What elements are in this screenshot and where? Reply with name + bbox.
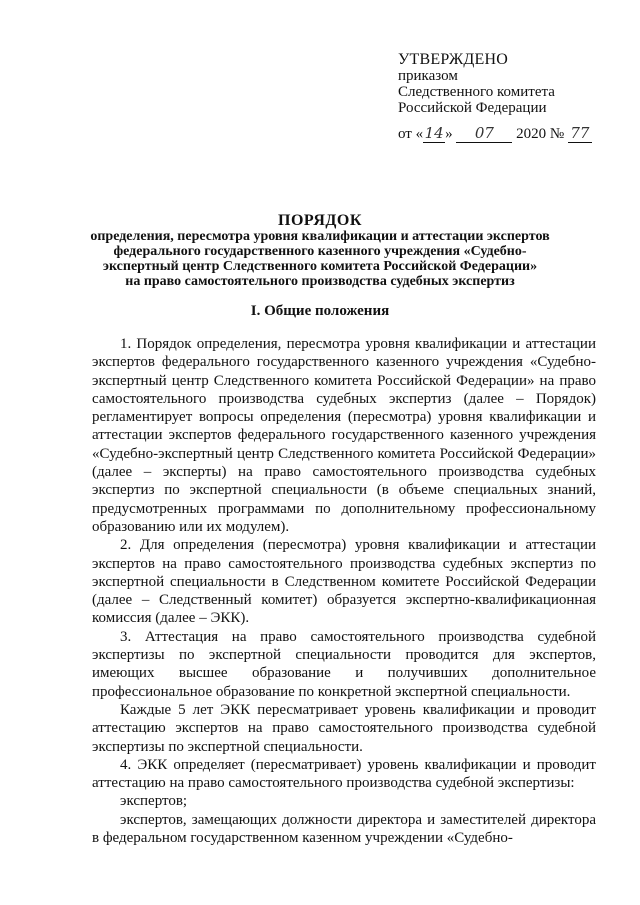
title-line: определения, пересмотра уровня квалификации и аттестации экспертов bbox=[90, 229, 550, 244]
paragraph-3-continuation: Каждые 5 лет ЭКК пересматривает уровень квалификации и проводит аттестацию экспертов на право самостоятельного производства судебной экспертизы по экспертной специальности. bbox=[92, 701, 596, 755]
order-number-handwritten: 77 bbox=[568, 124, 592, 143]
document-title bbox=[90, 213, 550, 289]
date-day-handwritten: 14 bbox=[424, 124, 444, 142]
approval-line-committee: Следственного комитета bbox=[398, 84, 555, 100]
title-line: экспертный центр Следственного комитета Российской Федерации» bbox=[102, 259, 538, 274]
paragraph-3: 3. Аттестация на право самостоятельного производства судебной экспертизы по экспертной специальности проводится для экспертов, имеющих высшее образование и получивших дополнительное профессиональное образование по конкретной экспертной специальности. bbox=[92, 628, 596, 700]
date-quote-close: » bbox=[445, 126, 453, 142]
approval-heading: УТВЕРЖДЕНО bbox=[398, 51, 509, 68]
date-month-handwritten: 07 bbox=[456, 124, 512, 143]
paragraph-4-item-directors: экспертов, замещающих должности директора и заместителей директора в федеральном государственном казенном учреждении «Судебно- bbox=[92, 811, 596, 847]
approval-stamp bbox=[398, 52, 555, 116]
title-main: ПОРЯДОК bbox=[278, 212, 362, 229]
order-date-line bbox=[398, 124, 592, 143]
date-year-label: 2020 № bbox=[516, 126, 565, 142]
date-prefix: от « bbox=[398, 126, 424, 142]
title-line: федерального государственного казенного учреждения «Судебно- bbox=[113, 244, 527, 259]
paragraph-1: 1. Порядок определения, пересмотра уровня квалификации и аттестации экспертов федерального государственного казенного учреждения «Судебно-экспертный центр Следственного комитета Российской Федерации» на право самостоятельного производства судебных экспертиз (далее – Порядок) регламентирует вопросы определения (пересмотра) уровня квалификации и аттестации экспертов федерального государственного казенного учреждения «Судебно-экспертный центр Следственного комитета Российской Федерации» (далее – эксперты) на право самостоятельного производства судебных экспертиз по экспертной специальности (в объеме специальных знаний, предусмотренных программами по дополнительному профессиональному образованию или их модулем). bbox=[92, 336, 596, 535]
approval-line-federation: Российской Федерации bbox=[398, 100, 547, 116]
paragraph-2: 2. Для определения (пересмотра) уровня квалификации и аттестации экспертов на право самостоятельного производства судебных экспертиз по экспертной специальности в Следственном комитете Российской Федерации (далее – Следственный комитет) образуется экспертно-квалификационная комиссия (далее – ЭКК). bbox=[92, 537, 596, 627]
approval-line-order: приказом bbox=[398, 68, 458, 84]
paragraph-4: 4. ЭКК определяет (пересматривает) уровень квалификации и проводит аттестацию на право самостоятельного производства судебной экспертизы: bbox=[92, 756, 596, 792]
title-line: на право самостоятельного производства судебных экспертиз bbox=[125, 274, 515, 289]
section-heading: I. Общие положения bbox=[250, 303, 390, 319]
paragraph-4-item-experts: экспертов; bbox=[120, 793, 188, 810]
document-body bbox=[92, 335, 596, 847]
